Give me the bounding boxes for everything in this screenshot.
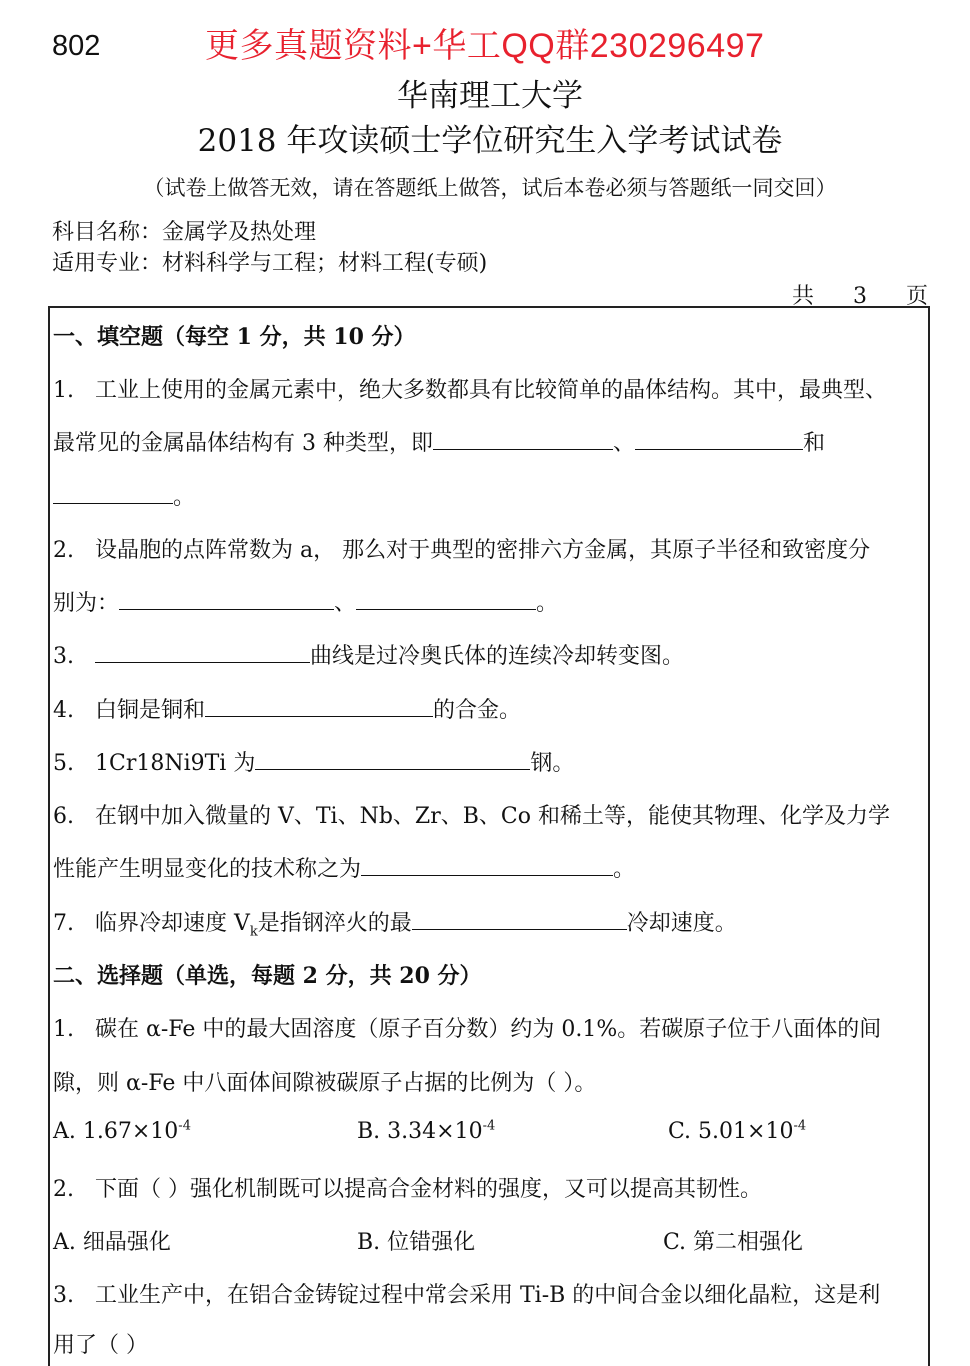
s1-q6-num: 6. (53, 804, 74, 829)
s1-q1-num: 1. (53, 378, 74, 403)
answer-blank[interactable] (205, 698, 433, 717)
s2-q1-option-b[interactable] (357, 1119, 495, 1144)
exam-code: 802 (52, 30, 101, 62)
question-frame (48, 306, 930, 1366)
s2-q3-num: 3. (53, 1283, 74, 1308)
s1-q1-end: 。 (173, 485, 196, 510)
answer-blank[interactable] (433, 431, 613, 450)
s1-q4-pre: 白铜是铜和 (95, 698, 206, 723)
s1-q4-post: 的合金。 (433, 698, 522, 723)
s1-q2-text2: 别为： (53, 591, 120, 616)
answer-blank[interactable] (95, 644, 310, 663)
s1-q6-end: 。 (613, 857, 636, 882)
s1-q6-line1 (53, 799, 930, 830)
s1-q6-text1: 在钢中加入微量的 V、Ti、Nb、Zr、B、Co 和稀土等，能使其物理、化学及力学 (95, 804, 890, 829)
answer-blank[interactable] (255, 751, 530, 770)
s1-q3-line (53, 639, 930, 670)
option-a-exp: -4 (178, 1118, 191, 1134)
s2-q2-option-a[interactable]: A. 细晶强化 (53, 1230, 171, 1255)
option-b-text: B. 3.34×10 (357, 1119, 483, 1144)
s1-q1-line1 (53, 373, 930, 404)
s1-q1-line2 (53, 426, 930, 457)
s2-q3-line2 (53, 1328, 930, 1359)
s1-q2-sep: 、 (334, 591, 357, 616)
s1-q2-num: 2. (53, 538, 74, 563)
page-count-number: 3 (852, 284, 867, 309)
s1-q2-line2 (53, 586, 930, 617)
s1-q2-line1 (53, 533, 930, 564)
applicable-major: 适用专业：材料科学与工程；材料工程(专硕) (52, 251, 488, 276)
s1-q5-post: 钢。 (530, 751, 575, 776)
s1-q4-line (53, 693, 930, 724)
exam-notice: （试卷上做答无效，请在答题纸上做答，试后本卷必须与答题纸一同交回） (143, 176, 837, 200)
option-a-text: A. 1.67×10 (53, 1119, 179, 1144)
answer-blank[interactable] (356, 591, 536, 610)
section1-heading: 一、填空题（每空 1 分，共 10 分） (53, 324, 416, 350)
university-name: 华南理工大学 (397, 78, 583, 114)
page-count-prefix: 共 (791, 284, 814, 309)
s1-q5-pre: 1Cr18Ni9Ti 为 (95, 751, 256, 776)
s1-q1-line3 (53, 480, 930, 511)
watermark-banner: 更多真题资料+华工QQ群230296497 (205, 27, 765, 65)
answer-blank[interactable] (635, 431, 803, 450)
section2-heading: 二、选择题（单选，每题 2 分，共 20 分） (53, 963, 482, 989)
option-c-text: C. 5.01×10 (668, 1119, 794, 1144)
s1-q7-pre: 临界冷却速度 V (95, 911, 250, 936)
s1-q7-num: 7. (53, 911, 74, 936)
s1-q6-text2: 性能产生明显变化的技术称之为 (53, 857, 362, 882)
s1-q3-num: 3. (53, 644, 74, 669)
subject-name: 科目名称：金属学及热处理 (52, 220, 317, 245)
s1-q1-text1: 工业上使用的金属元素中，绝大多数都具有比较简单的晶体结构。其中，最典型、 (95, 378, 888, 403)
s1-q3-text: 曲线是过冷奥氏体的连续冷却转变图。 (310, 644, 685, 669)
answer-blank[interactable] (412, 911, 627, 930)
s2-q2-text: 下面（ ）强化机制既可以提高合金材料的强度，又可以提高其韧性。 (95, 1177, 762, 1202)
s2-q1-num: 1. (53, 1017, 74, 1042)
s1-q7-line (53, 906, 930, 939)
s1-q6-line2 (53, 852, 930, 883)
s1-q5-num: 5. (53, 751, 74, 776)
s2-q1-option-c[interactable] (668, 1119, 806, 1144)
s1-q1-sep: 、 (613, 431, 636, 456)
s1-q7-mid: 是指钢淬火的最 (257, 911, 412, 936)
s2-q1-line2 (53, 1066, 930, 1097)
s2-q2-num: 2. (53, 1177, 74, 1202)
s2-q1-text2: 隙，则 α-Fe 中八面体间隙被碳原子占据的比例为（ ）。 (53, 1071, 597, 1096)
s2-q1-option-a[interactable] (53, 1119, 191, 1144)
s1-q4-num: 4. (53, 698, 74, 723)
s2-q2-option-c[interactable]: C. 第二相强化 (663, 1230, 804, 1255)
s1-q1-and: 和 (803, 431, 826, 456)
answer-blank[interactable] (53, 485, 173, 504)
s1-q2-end: 。 (536, 591, 559, 616)
exam-title: 2018 年攻读硕士学位研究生入学考试试卷 (197, 123, 783, 159)
s2-q1-text1: 碳在 α-Fe 中的最大固溶度（原子百分数）约为 0.1%。若碳原子位于八面体的间 (95, 1017, 882, 1042)
s1-q5-line (53, 746, 930, 777)
s2-q2-option-b[interactable]: B. 位错强化 (357, 1230, 476, 1255)
option-c-exp: -4 (793, 1118, 807, 1134)
s1-q7-sub: k (249, 924, 258, 940)
option-b-exp: -4 (482, 1118, 496, 1134)
answer-blank[interactable] (119, 591, 334, 610)
s1-q2-text1: 设晶胞的点阵常数为 a， 那么对于典型的密排六方金属，其原子半径和致密度分 (95, 538, 871, 563)
s2-q1-line1 (53, 1012, 930, 1043)
s2-q3-text1: 工业生产中，在铝合金铸锭过程中常会采用 Ti-B 的中间合金以细化晶粒，这是利 (95, 1283, 881, 1308)
s2-q2-line (53, 1172, 930, 1203)
s1-q1-text2: 最常见的金属晶体结构有 3 种类型，即 (53, 431, 433, 456)
s1-q7-post: 冷却速度。 (626, 911, 737, 936)
answer-blank[interactable] (361, 857, 613, 876)
page-count-suffix: 页 (905, 284, 928, 309)
s2-q3-line1 (53, 1278, 930, 1309)
s2-q3-text2: 用了（ ） (53, 1333, 148, 1358)
